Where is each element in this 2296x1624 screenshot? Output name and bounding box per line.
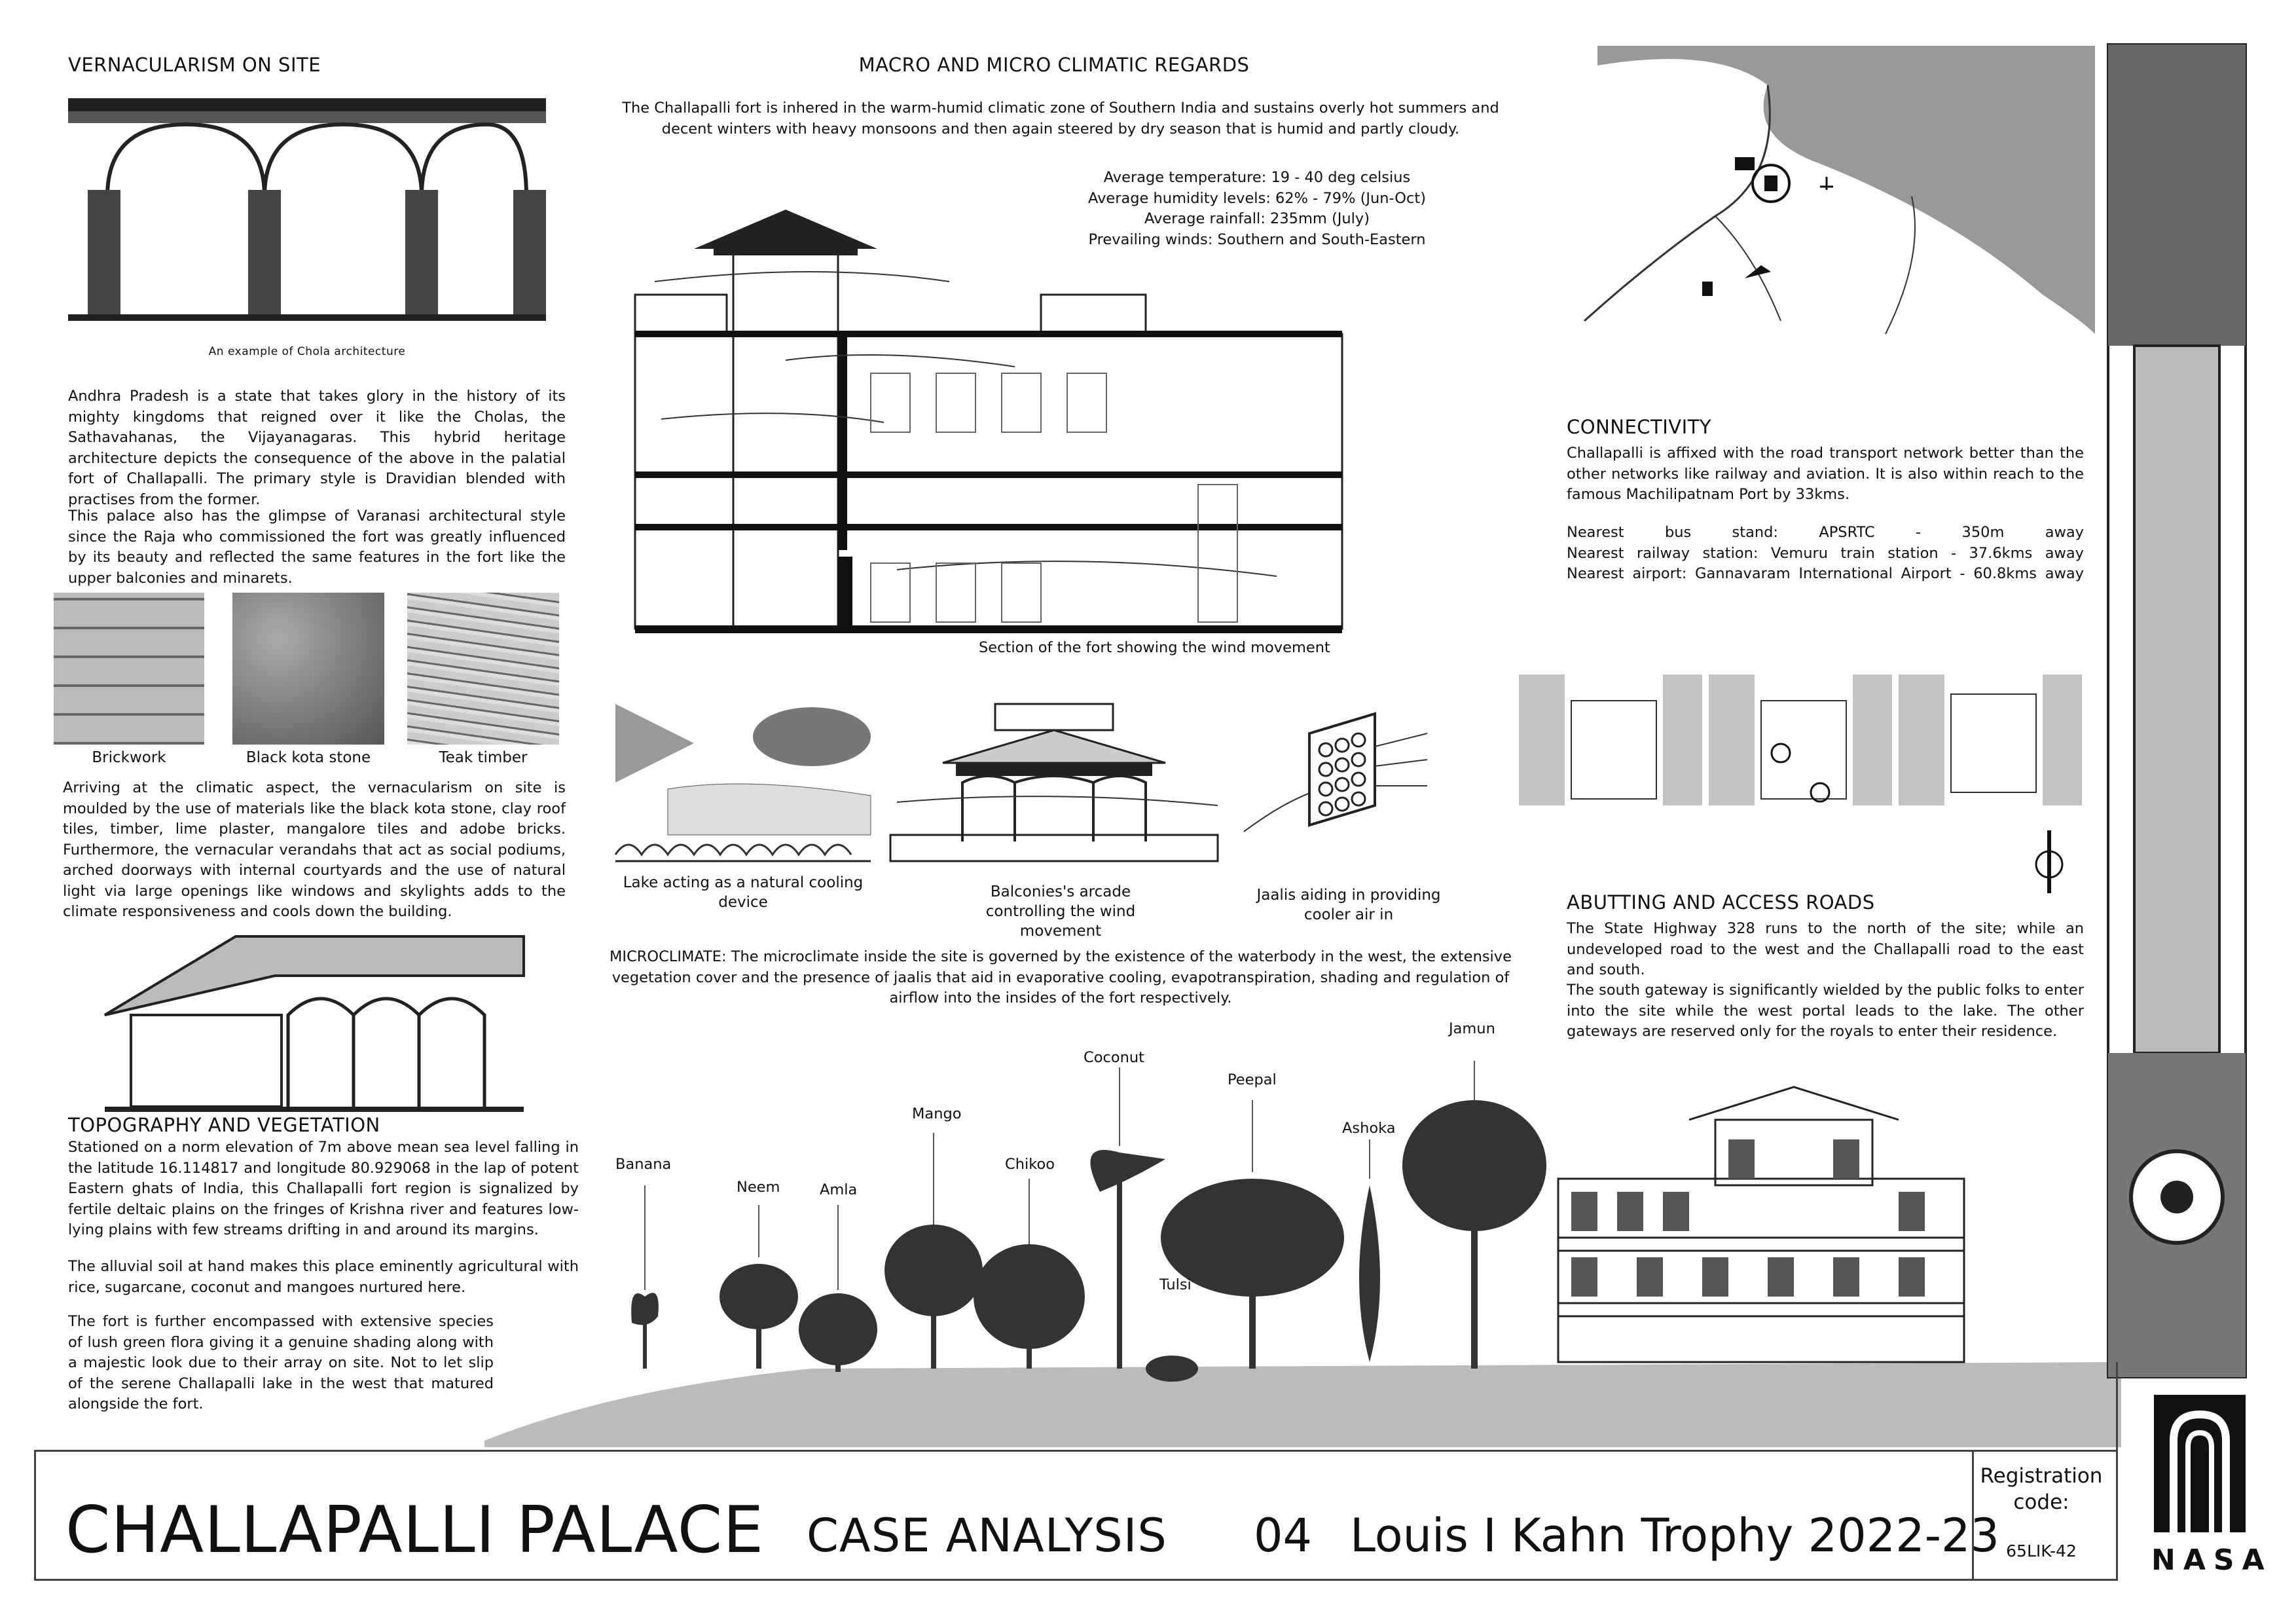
tree-label-tulsi: Tulsi [1159, 1276, 1192, 1293]
tree-label-neem: Neem [737, 1179, 780, 1196]
black-kota-stone-swatch [232, 593, 384, 745]
material-label-kota: Black kota stone [246, 749, 371, 766]
tree-label-amla: Amla [820, 1181, 858, 1198]
roads-title: ABUTTING AND ACCESS ROADS [1567, 891, 1875, 913]
footer-subtitle: CASE ANALYSIS [807, 1509, 1167, 1562]
balcony-sketch [890, 691, 1218, 881]
verandah-sketch [105, 923, 524, 1113]
lake-caption: Lake acting as a natural cooling device [623, 874, 864, 911]
tree-label-banana: Banana [615, 1156, 672, 1173]
nearest-bus-stand: Nearest bus stand: APSRTC - 350m away [1567, 524, 2084, 541]
tree-label-jamun: Jamun [1449, 1020, 1495, 1037]
material-label-brickwork: Brickwork [92, 749, 166, 766]
nasa-logo-icon [2154, 1395, 2246, 1532]
footer-title: CHALLAPALLI PALACE [65, 1493, 765, 1568]
connectivity-title: CONNECTIVITY [1567, 416, 1712, 438]
climatic-title: MACRO AND MICRO CLIMATIC REGARDS [858, 54, 1250, 76]
chola-caption: An example of Chola architecture [208, 345, 406, 358]
brickwork-swatch [54, 593, 204, 745]
nasa-logo-text: NASA [2151, 1543, 2272, 1577]
climatic-intro: The Challapalli fort is inhered in the warm-humid climatic zone of Southern India and sustains overly hot summers and decent winters with heavy monsoons and then again steered by dry season that is humid and partly cloudy. [622, 100, 1499, 138]
site-plans [1519, 661, 2095, 819]
vernacular-title: VERNACULARISM ON SITE [68, 54, 321, 76]
frame-right-vertical [2116, 1362, 2118, 1581]
topography-title: TOPOGRAPHY AND VEGETATION [68, 1114, 380, 1136]
vegetation-illustration [484, 1022, 2121, 1447]
footer-sheet-number: 04 [1254, 1509, 1313, 1562]
jaali-caption: Jaalis aiding in providing cooler air in [1256, 887, 1441, 923]
tree-label-peepal: Peepal [1228, 1071, 1277, 1088]
jaali-sketch [1244, 714, 1453, 845]
microclimate-text: MICROCLIMATE: The microclimate inside the site is governed by the existence of the waterbody in the west, the extensive vegetation cover and the presence of jaalis that aid in evaporative cooling, evapotranspiration, shading and regulation of airflow into the insides of the fort respectively. [610, 948, 1512, 1006]
tree-label-coconut: Coconut [1084, 1049, 1144, 1066]
frame-bottom-divider [34, 1450, 2116, 1452]
frame-bottom-edge [34, 1579, 2116, 1581]
nearest-list [1567, 523, 2084, 585]
topography-paragraph-2: The alluvial soil at hand makes this place eminently agricultural with rice, sugarcane, coconut and mangoes nurtured here. [68, 1258, 579, 1296]
carved-pillar-ornament [2108, 45, 2246, 1377]
regional-map [1584, 46, 2095, 386]
nearest-airport: Nearest airport: Gannavaram International Airport - 60.8kms away [1567, 565, 2084, 582]
section-caption: Section of the fort showing the wind movement [979, 639, 1330, 656]
frame-left-edge [34, 1450, 36, 1581]
stat-winds: Prevailing winds: Southern and South-Eastern [1088, 231, 1426, 248]
stat-humidity: Average humidity levels: 62% - 79% (Jun-Oct) [1088, 189, 1426, 207]
lake-sketch [615, 704, 871, 868]
topography-paragraph-3: The fort is further encompassed with extensive species of lush green flora giving it a genuine shading along with a majestic look due to their array on site. Not to let slip of the serene Challapalli lake in the west that matured alongside the fort. [68, 1313, 494, 1412]
tree-label-chikoo: Chikoo [1005, 1156, 1055, 1173]
vernacular-paragraph-3: Arriving at the climatic aspect, the vernacularism on site is moulded by the use of materials like the black kota stone, clay roof tiles, timber, lime plaster, mangalore tiles and adobe bricks. Furthermore, the vernacular verandahs that act as social podiums, arched doorways with internal courtyards and the use of natural light via large openings like windows and skylights adds to the climate responsiveness and cools down the building. [63, 779, 566, 920]
tree-label-ashoka: Ashoka [1342, 1120, 1396, 1137]
fort-section-drawing [622, 183, 1414, 635]
roads-paragraph-1: The State Highway 328 runs to the north of the site; while an undeveloped road to the west and the Challapalli road to the east and south. [1567, 920, 2084, 978]
material-label-teak: Teak timber [439, 749, 528, 766]
balcony-caption: Balconies's arcade controlling the wind movement [985, 883, 1136, 940]
teak-timber-swatch [407, 593, 559, 745]
roads-paragraph-2: The south gateway is significantly wielded by the public folks to enter into the site while the west portal leads to the lake. The other gateways are reserved only for the royals to enter their residence. [1567, 982, 2084, 1040]
nearest-railway-station: Nearest railway station: Vemuru train station - 37.6kms away [1567, 544, 2084, 562]
topography-paragraph-1: Stationed on a norm elevation of 7m above mean sea level falling in the latitude 16.114817 and longitude 80.929068 in the lap of potent Eastern ghats of India, this Challapalli fort region is signalized by fertile deltaic plains on the fringes of Krishna river and features low-lying plains with few streams drifting in and around its margins. [68, 1139, 579, 1238]
registration-code: 65LIK-42 [2006, 1541, 2077, 1560]
stat-rainfall: Average rainfall: 235mm (July) [1144, 210, 1370, 227]
tree-label-mango: Mango [912, 1105, 962, 1122]
vernacular-paragraph-2: This palace also has the glimpse of Varanasi architectural style since the Raja who commissioned the fort was greatly influenced by its beauty and reflected the same features in the fort like the upper balconies and minarets. [68, 507, 566, 587]
stat-temperature: Average temperature: 19 - 40 deg celsius [1103, 169, 1411, 186]
chola-arches-sketch [68, 98, 546, 334]
footer-trophy: Louis I Kahn Trophy 2022-23 [1350, 1509, 2000, 1562]
frame-right-top [2116, 1362, 2117, 1363]
north-arrow-icon [2035, 830, 2064, 893]
registration-label: Registration code: [1980, 1464, 2103, 1514]
vernacular-paragraph-1: Andhra Pradesh is a state that takes glory in the history of its mighty kingdoms that reigned over it like the Cholas, the Sathavahanas, the Vijayanagaras. This hybrid heritage architecture depicts the consequence of the above in the palatial fort of Challapalli. The primary style is Dravidian blended with practises from the former. [68, 388, 566, 508]
connectivity-text: Challapalli is affixed with the road transport network better than the other networks like railway and aviation. It is also within reach to the famous Machilipatnam Port by 33kms. [1567, 445, 2084, 503]
